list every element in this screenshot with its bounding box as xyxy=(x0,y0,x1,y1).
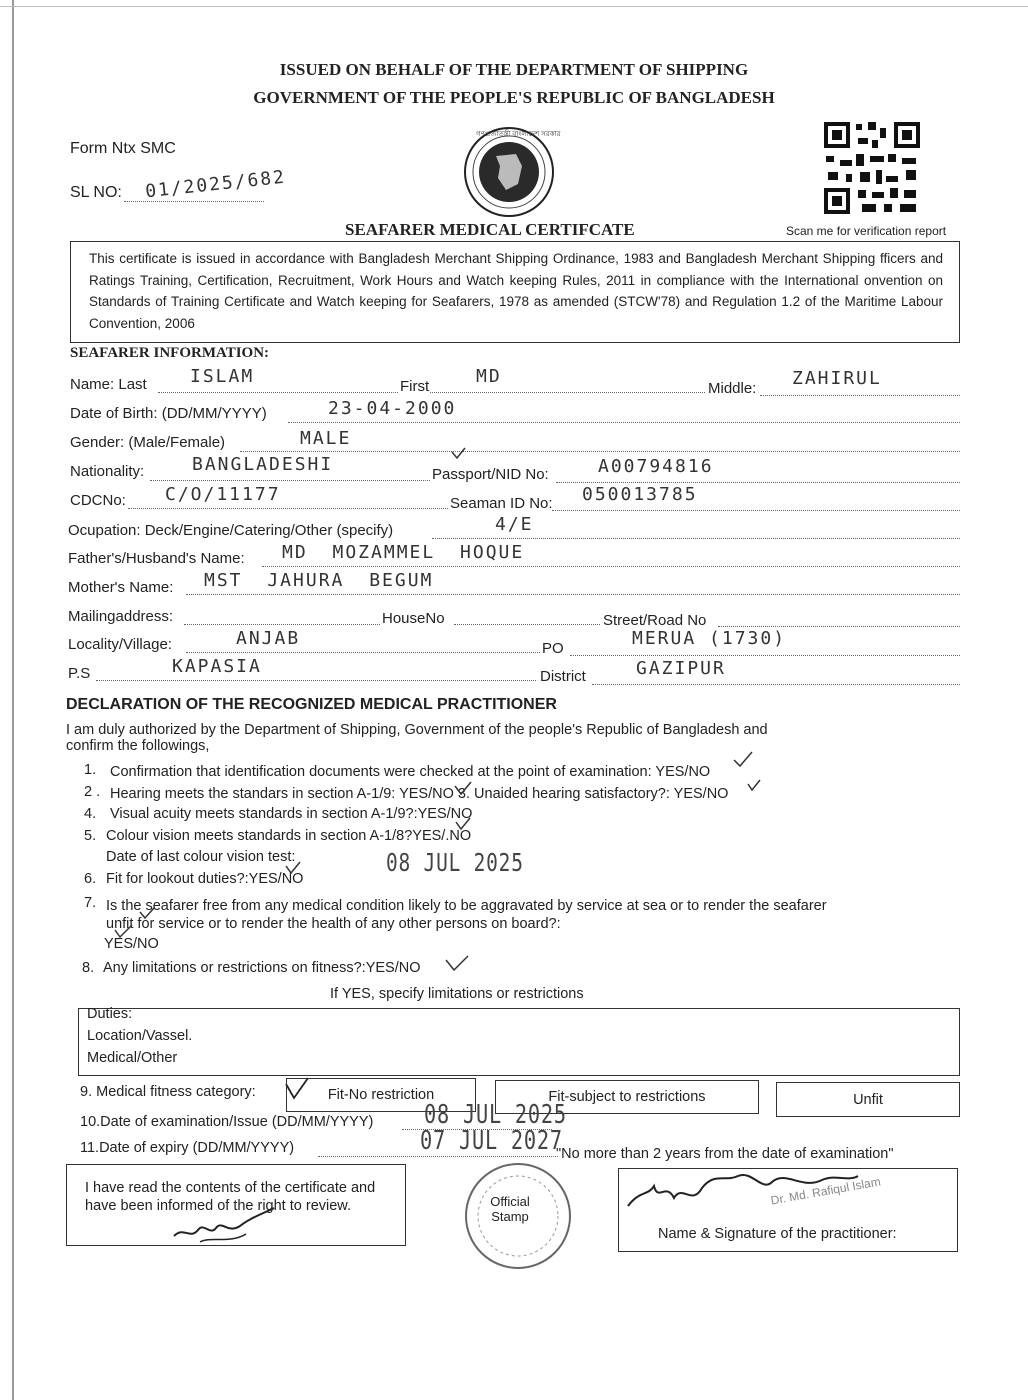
expiry-note: "No more than 2 years from the date of examination" xyxy=(556,1146,894,1162)
check-mark-icon xyxy=(748,780,760,790)
passport-label: Passport/NID No: xyxy=(432,466,549,483)
acknowledgement-text: I have read the contents of the certificate and have been informed of the right to review. xyxy=(85,1180,376,1214)
check-mark-icon xyxy=(115,925,132,937)
limitation-location: Location/Vassel. xyxy=(87,1028,193,1044)
gender-label: Gender: (Male/Female) xyxy=(70,434,226,451)
district-value: GAZIPUR xyxy=(636,658,726,679)
fit-no-restriction-label: Fit-No restriction xyxy=(327,1087,435,1103)
seaman-id-label: Seaman ID No: xyxy=(450,495,553,512)
seafarer-signature xyxy=(170,1206,280,1250)
declaration-item-number: 7. xyxy=(84,895,97,911)
check-mark-icon xyxy=(452,448,465,458)
declaration-intro-1: I am duly authorized by the Department of Shipping, Government of the people's Republic of Bangladesh and xyxy=(66,722,768,738)
limitations-box xyxy=(78,1008,960,1076)
official-stamp-line-2: Stamp xyxy=(491,1209,529,1224)
declaration-item: Confirmation that identification documents were checked at the point of examination: YES/NO xyxy=(110,764,711,780)
dob-value: 23-04-2000 xyxy=(328,398,457,419)
declaration-item: Visual acuity meets standards in section A-1/9?:YES/NO xyxy=(110,806,473,822)
first-name-value: MD xyxy=(476,366,502,387)
expiry-date-stamp: 07 JUL 2027 xyxy=(420,1126,563,1156)
sl-number-label: SL NO: xyxy=(70,184,122,201)
check-mark-icon xyxy=(734,752,752,766)
po-value: MERUA (1730) xyxy=(632,628,787,649)
middle-name-label: Middle: xyxy=(708,380,757,397)
header-line-1: ISSUED ON BEHALF OF THE DEPARTMENT OF SHIPPING xyxy=(279,60,749,79)
header-line-2: GOVERNMENT OF THE PEOPLE'S REPUBLIC OF BANGLADESH xyxy=(253,88,775,107)
fit-with-restrictions-label: Fit-subject to restrictions xyxy=(548,1089,706,1105)
seaman-id-value: 050013785 xyxy=(582,484,698,505)
cdc-label: CDCNo: xyxy=(70,492,126,509)
limitation-medical: Medical/Other xyxy=(87,1050,178,1066)
fitness-category-label: 9. Medical fitness category: xyxy=(80,1084,256,1100)
mother-name-label: Mother's Name: xyxy=(68,579,174,596)
expiry-date-label: 11.Date of expiry (DD/MM/YYYY) xyxy=(80,1140,295,1156)
declaration-item: Colour vision meets standards in section A-1/8?YES/.NO xyxy=(106,828,472,844)
nationality-label: Nationality: xyxy=(70,463,145,480)
declaration-item-number: 5. xyxy=(84,828,97,844)
father-name-label: Father's/Husband's Name: xyxy=(68,550,245,567)
declaration-item-number: 2 . xyxy=(84,784,101,800)
ps-value: KAPASIA xyxy=(172,656,262,677)
check-mark-icon xyxy=(455,782,471,794)
declaration-item: Any limitations or restrictions on fitness?:YES/NO xyxy=(103,960,421,976)
section-seafarer-title: SEAFARER INFORMATION: xyxy=(70,345,270,361)
exam-date-stamp: 08 JUL 2025 xyxy=(424,1100,567,1130)
declaration-item: Hearing meets the standars in section A-1/9: YES/NO 3. Unaided hearing satisfactory?: YES/NO xyxy=(110,786,729,802)
expiry-date-line xyxy=(318,1156,558,1157)
mailing-address-label: Mailingaddress: xyxy=(68,608,174,625)
if-yes-note: If YES, specify limitations or restrictions xyxy=(330,986,584,1002)
dob-label: Date of Birth: (DD/MM/YYYY) xyxy=(70,405,267,422)
limitation-duties: Duties: xyxy=(87,1006,133,1022)
sl-number-value: 01/2025/682 xyxy=(144,166,287,203)
qr-caption: Scan me for verification report xyxy=(786,224,947,238)
passport-value: A00794816 xyxy=(598,456,714,477)
mother-name-value: MST JAHURA BEGUM xyxy=(204,570,434,591)
unfit-label: Unfit xyxy=(853,1091,883,1108)
declaration-title: DECLARATION OF THE RECOGNIZED MEDICAL PRACTITIONER xyxy=(66,696,557,713)
po-label: PO xyxy=(542,640,564,657)
name-last-label: Name: Last xyxy=(70,376,147,393)
cdc-value: C/O/11177 xyxy=(165,484,281,505)
declaration-intro-2: confirm the followings, xyxy=(66,738,210,754)
locality-value: ANJAB xyxy=(236,628,301,649)
intro-text: This certificate is issued in accordance with Bangladesh Merchant Shipping Ordinance, 1983 and Bangladesh Merchant Shipping fficers and Ratings Training, Certification, Recruitment, Work Hours and Watch keeping Rules, 2011 in compliance with the International onvention on Standards of Training Certificate and Watch keeping for Seafarers, 1978 as amended (STCW'78) and Regulation 1.2 of the Maritime Labour Convention, 2006 xyxy=(89,251,943,331)
name-last-value: ISLAM xyxy=(190,366,255,387)
exam-date-label: 10.Date of examination/Issue (DD/MM/YYYY) xyxy=(80,1114,374,1130)
unfit-option[interactable] xyxy=(776,1082,960,1117)
middle-name-value: ZAHIRUL xyxy=(792,368,882,389)
declaration-item: Is the seafarer free from any medical condition likely to be aggravated by service at sea or to render the seafarer xyxy=(106,898,827,914)
certificate-title: SEAFARER MEDICAL CERTIFCATE xyxy=(345,220,635,239)
practitioner-signature xyxy=(622,1162,862,1222)
check-mark-icon xyxy=(456,818,470,829)
official-stamp-line-1: Official xyxy=(490,1194,530,1209)
street-road-label: Street/Road No xyxy=(603,612,707,629)
check-mark-icon xyxy=(286,862,300,873)
locality-label: Locality/Village: xyxy=(68,636,172,653)
gender-value: MALE xyxy=(300,428,352,449)
signature-caption: Name & Signature of the practitioner: xyxy=(658,1226,897,1242)
check-mark-icon xyxy=(446,956,468,970)
colour-vision-test-date-stamp: 08 JUL 2025 xyxy=(386,848,524,877)
first-name-label: First xyxy=(400,378,430,395)
declaration-item: unfit for service or to render the health of any other persons on board?: xyxy=(106,916,561,932)
declaration-item: Fit for lookout duties?:YES/NO xyxy=(106,871,304,887)
ps-label: P.S xyxy=(68,665,91,682)
declaration-item: YES/NO xyxy=(104,936,159,952)
declaration-item-number: 1. xyxy=(84,762,97,778)
occupation-value: 4/E xyxy=(495,514,534,535)
declaration-item: Date of last colour vision test: xyxy=(106,849,296,865)
nationality-value: BANGLADESHI xyxy=(192,454,334,475)
doctor-name-stamp: Dr. Md. Rafiqul Islam xyxy=(769,1174,882,1208)
declaration-item-number: 6. xyxy=(84,871,97,887)
declaration-item-number: 8. xyxy=(82,960,95,976)
district-label: District xyxy=(540,668,586,685)
seal-text: গণপ্রজাতন্ত্রী বাংলাদেশ সরকার xyxy=(476,131,561,138)
father-name-value: MD MOZAMMEL HOQUE xyxy=(282,542,525,563)
check-mark-icon xyxy=(140,908,154,918)
declaration-item-number: 4. xyxy=(84,806,97,822)
form-number: Form Ntx SMC xyxy=(70,140,176,157)
house-no-label: HouseNo xyxy=(382,610,445,627)
occupation-label: Ocupation: Deck/Engine/Catering/Other (specify) xyxy=(68,522,394,539)
